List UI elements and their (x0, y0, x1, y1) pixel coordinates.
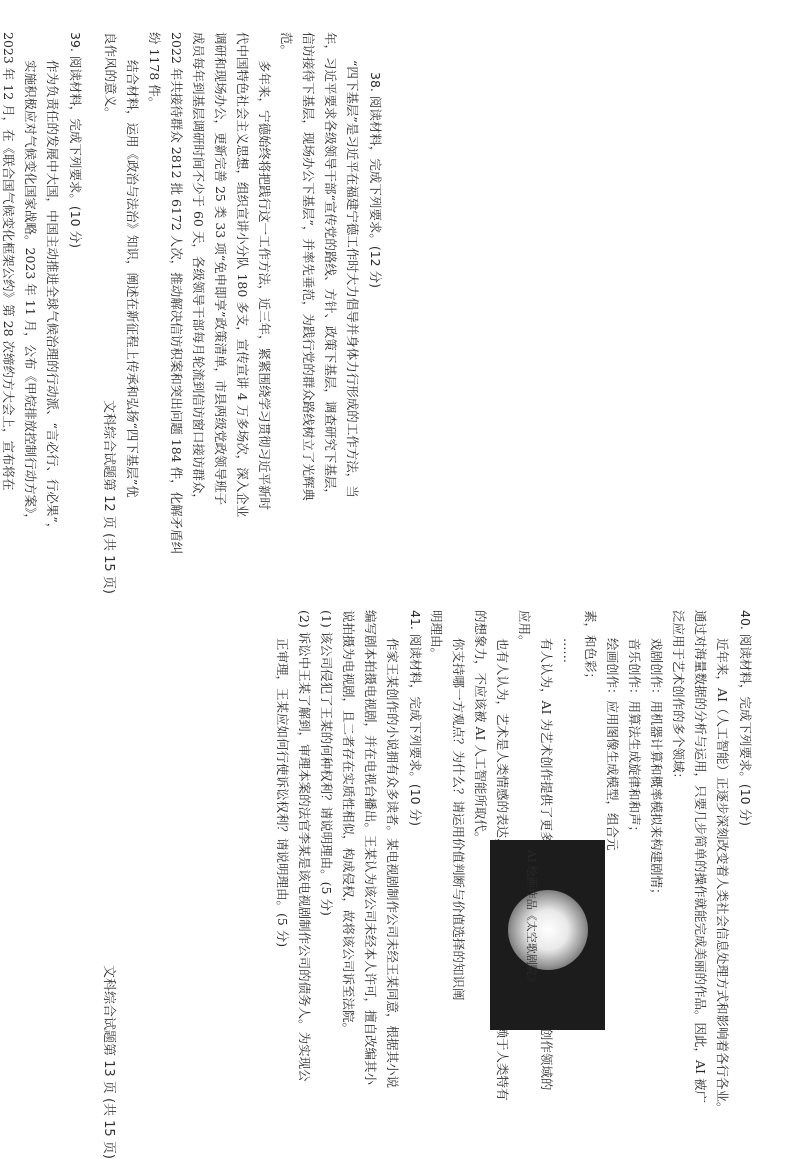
q40-line: 戏剧创作：用机器计算和概率模拟来构建剧情； (649, 638, 664, 901)
q38-line: 2022 年共接待群众 2812 批 6172 人次，推动解决信访积案和突出问题 184 件，化解矛盾纠 (169, 32, 184, 555)
portal-glow (508, 890, 588, 970)
question-38-heading: 38. 阅读材料，完成下列要求。(12 分) (368, 72, 383, 288)
q40-line: 绘画创作：应用图像生成模型，组合元 (605, 638, 620, 851)
q38-line: 代中国特色社会主义思想，组织宣讲小分队 180 多支，宣传宣讲 4 万多场次，深入企业 (235, 32, 250, 518)
q40-line: 音乐创作：用算法生成旋律和和声； (627, 638, 642, 839)
q38-line: 成员每年到基层调研时间不少于 60 天，各级领导干部每月轮流到信访窗口接访群众， (191, 32, 206, 506)
q38-line: 多年来，宁德始终将把践行这一工作方法，近三年，紧紧围绕学习贯彻习近平新时 (257, 60, 272, 511)
q40-debate: 应用。 (517, 610, 532, 648)
question-41-heading: 41. 阅读材料，完成下列要求。(10 分) (408, 610, 423, 826)
q39-line: 作为负责任的发展中大国，中国主动推进全球气候治理的行动派、“言必行、行必果”， (45, 60, 60, 536)
q38-prompt: 良作风的意义。 (103, 32, 118, 120)
q38-line: 信访接待下基层，现场办公下基层”，并率先垂范，为践行党的群众路线树立了光辉典 (301, 32, 316, 501)
q41-line: 编写剧本拍摄电视剧，并在电视台播出。王某认为该公司未经本人许可，擅自改编其小 (363, 610, 378, 1086)
q41-sub-2: (2) 诉讼中王某了解到，审理本案的法官李某是该电视剧制作公司的债务人。为实现公 (297, 610, 312, 1082)
question-39-heading: 39. 阅读材料，完成下列要求。(10 分) (68, 32, 83, 248)
page-12-footer: 文科综合试题第 12 页 (共 15 页) (101, 400, 116, 594)
q40-debate: 的想象力，不应该被 AI 人工智能所取代。 (473, 610, 488, 845)
q40-line: …… (561, 638, 576, 663)
q39-line: 实施积极应对气候变化国家战略。2023 年 11 月，公布《甲烷排放控制行动方案》， (23, 60, 38, 526)
q40-prompt: 你支持哪一方观点？为什么？请运用价值判断与价值选择的知识阐 (451, 638, 466, 1001)
q38-line: 范。 (279, 32, 294, 58)
q38-line: 调研和现场办公，更新完善 25 类 33 项“免申即享”政策清单，市县两级党政领导班子 (213, 32, 228, 505)
q38-prompt: 结合材料，运用《政治与法治》知识，阐述在新征程上传承和弘扬“四下基层”优 (125, 60, 140, 498)
question-40-heading: 40. 阅读材料，完成下列要求。(10 分) (738, 610, 753, 826)
q38-line: 年，习近平要求各级领导干部“宣传党的路线、方针、政策下基层，调查研究下基层， (323, 32, 338, 501)
q39-line: 2023 年 12 月，在《联合国气候变化框架公约》第 28 次缔约方大会上，宣布将在 (1, 32, 16, 491)
q41-sub-1: (1) 该公司侵犯了王某的何种权利？请说明理由。(5 分) (319, 610, 334, 916)
page-13-footer: 文科综合试题第 13 页 (共 15 页) (101, 965, 116, 1159)
q38-line: “四下基层”是习近平在福建宁德工作时大力倡导并身体力行形成的工作方法，当 (345, 60, 360, 498)
q41-line: 作家王某创作的小说拥有众多读者。某电视剧制作公司未经王某同意，根据其小说 (385, 638, 400, 1089)
image-caption: AI 绘画作品《太空歌剧院》 (525, 850, 538, 987)
q41-line: 说拍摄为电视剧，且二者存在实质性相似，构成侵权，故将该公司诉至法院。 (341, 610, 356, 1036)
q40-prompt: 明理由。 (429, 610, 444, 661)
question-39-body (0, 32, 63, 535)
q38-line: 纷 1178 件。 (147, 32, 162, 110)
ai-painting-image (490, 840, 605, 1030)
question-38-body (99, 32, 363, 554)
q40-line: 泛应用于艺术创作的多个领域： (671, 610, 686, 786)
q40-line: 近年来，AI（人工智能）正逐步深刻改变着人类社会信息处理方式和影响着各行各业。 (715, 638, 730, 1115)
q40-line: 素，和色彩； (583, 610, 598, 686)
q40-line: 通过对海量数据的分析与运用，只要几步简单的操作就能完成美丽的作品。因此，AI 被广 (693, 610, 708, 1103)
question-41-body (271, 610, 403, 1088)
q41-sub-2: 正审理，王某应如何行使诉讼权利？请说明理由。(5 分) (275, 638, 290, 948)
